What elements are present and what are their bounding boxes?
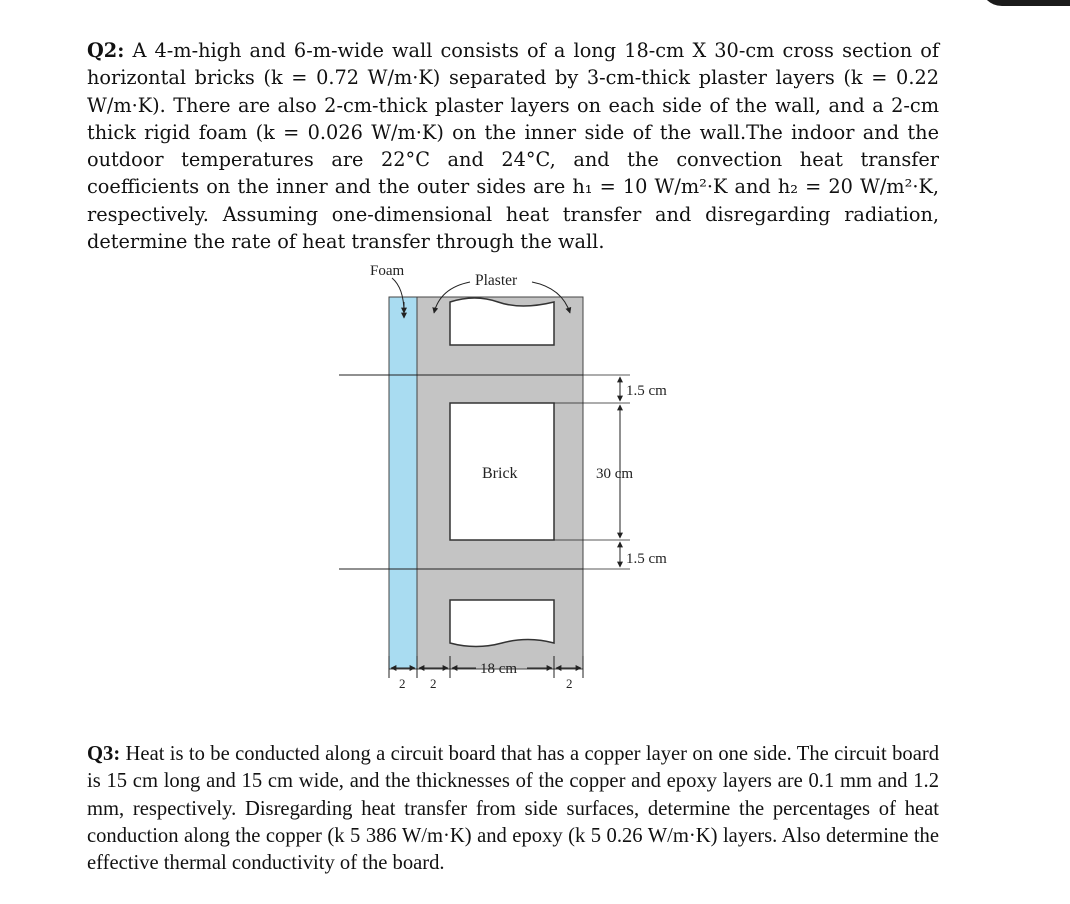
foam-layer bbox=[389, 297, 417, 669]
brick-top-partial bbox=[450, 298, 554, 345]
dim-label-bottom: 1.5 cm bbox=[626, 551, 667, 567]
question-2-label: Q2: bbox=[87, 39, 125, 62]
dim-label-top: 1.5 cm bbox=[626, 383, 667, 399]
dim-label-plaster-out: 2 bbox=[566, 676, 573, 691]
plaster-label: Plaster bbox=[475, 272, 518, 289]
question-3 bbox=[87, 741, 939, 877]
dim-label-foam: 2 bbox=[399, 676, 406, 691]
wall-cross-section-figure bbox=[330, 258, 690, 698]
question-3-text: Heat is to be conducted along a circuit board that has a copper layer on one side. The circuit board is 15 cm long and 15 cm wide, and the thicknesses of the copper and epoxy layers are 0.1 mm and 1.2 mm, respectively. Disregarding heat transfer from side surfaces, determine the percentages of heat conduction along the copper (k 5 386 W/m·K) and epoxy (k 5 0.26 W/m·K) layers. Also determine the effective thermal conductivity of the board. bbox=[87, 743, 939, 875]
question-2-text: A 4-m-high and 6-m-wide wall consists of a long 18-cm X 30-cm cross section of horizontal bricks (k = 0.72 W/m·K) separated by 3-cm-thick plaster layers (k = 0.22 W/m·K). There are also 2-cm-thick plaster layers on each side of the wall, and a 2-cm thick rigid foam (k = 0.026 W/m·K) on the inner side of the wall.The indoor and the outdoor temperatures are 22°C and 24°C, and the convection heat transfer coefficients on the inner and the outer sides are h₁ = 10 W/m²·K and h₂ = 20 W/m²·K, respectively. Assuming one-dimensional heat transfer and disregarding radiation, determine the rate of heat transfer through the wall. bbox=[87, 39, 939, 254]
window-corner-decoration bbox=[980, 0, 1070, 6]
brick-label: Brick bbox=[482, 465, 518, 482]
brick-bottom-partial bbox=[450, 600, 554, 647]
question-2 bbox=[87, 37, 939, 255]
question-3-label: Q3: bbox=[87, 743, 121, 765]
foam-label: Foam bbox=[370, 263, 405, 279]
dim-label-plaster-in: 2 bbox=[430, 676, 437, 691]
dim-label-mid: 30 cm bbox=[596, 466, 634, 482]
dim-label-width: 18 cm bbox=[480, 661, 518, 677]
